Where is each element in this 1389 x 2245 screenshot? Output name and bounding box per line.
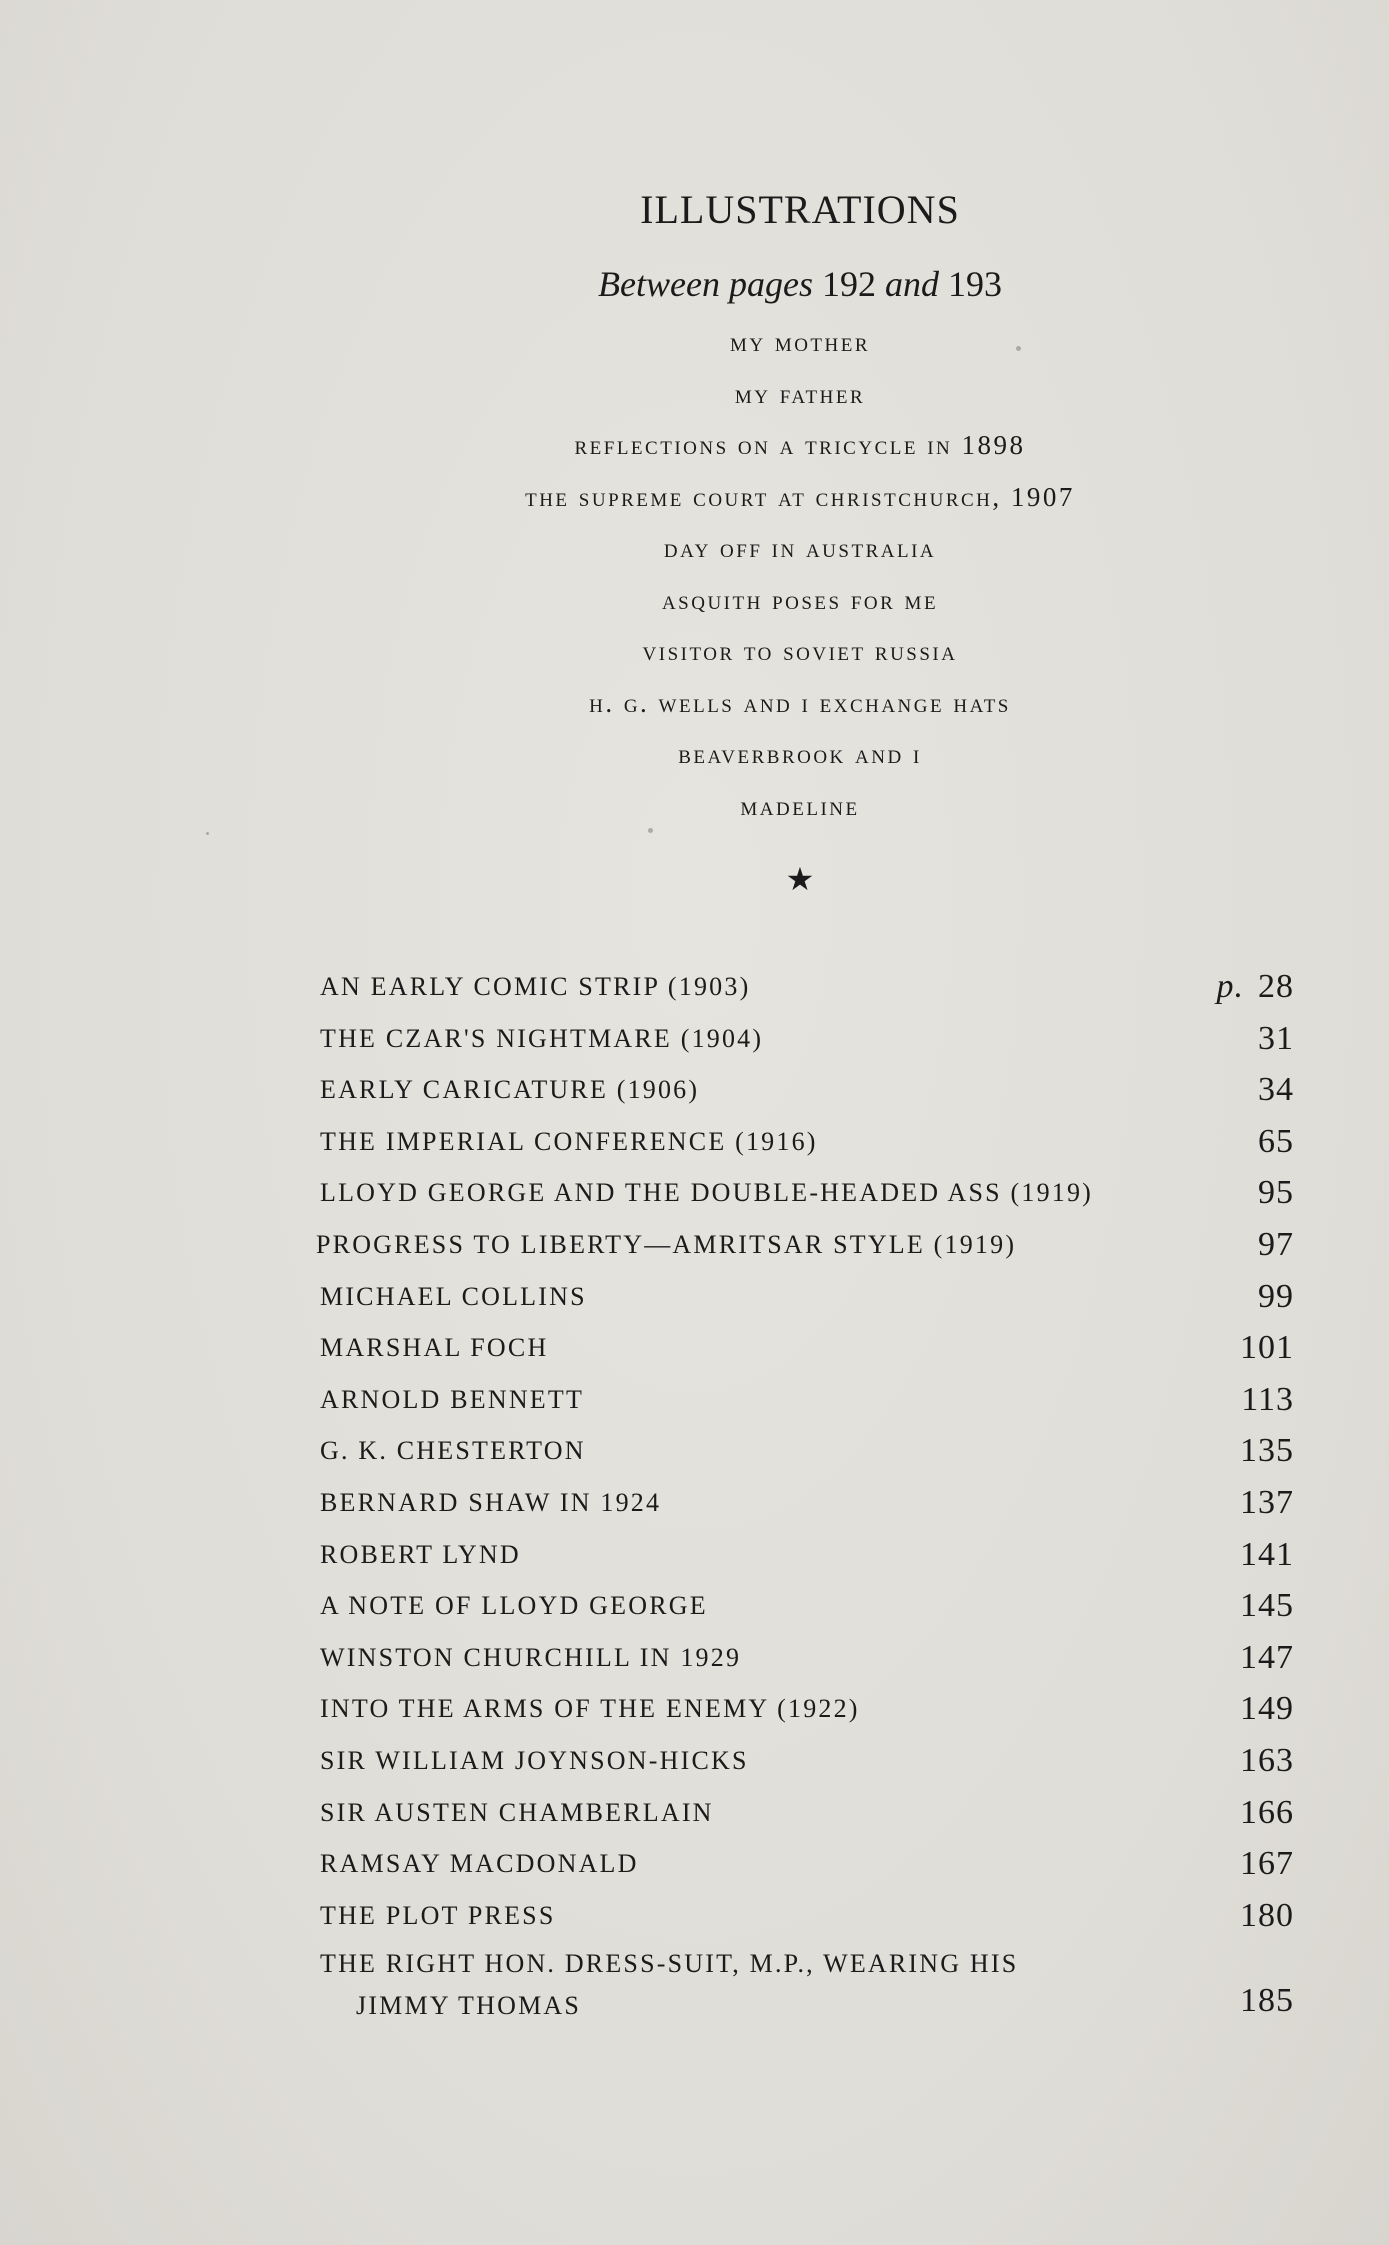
list-item: [318, 1892, 1294, 1944]
plate-item: h. g. wells and i exchange hats: [589, 687, 1011, 718]
illustration-title: INTO THE ARMS OF THE ENEMY (1922): [320, 1694, 860, 1724]
list-item: [318, 1789, 1294, 1841]
illustration-title: A NOTE OF LLOYD GEORGE: [320, 1591, 708, 1621]
page-number: 166: [1240, 1793, 1294, 1831]
list-item: [318, 1066, 1294, 1118]
page-number: 135: [1240, 1432, 1294, 1470]
page-number: 141: [1240, 1535, 1294, 1573]
list-item: [318, 1582, 1294, 1634]
plate-item: reflections on a tricycle in 1898: [574, 430, 1026, 460]
page-number: 31: [1258, 1019, 1294, 1057]
illustration-title: LLOYD GEORGE AND THE DOUBLE-HEADED ASS (1919): [320, 1178, 1094, 1208]
illustration-title: RAMSAY MACDONALD: [320, 1849, 639, 1879]
between-pages-label: Between pages: [598, 264, 813, 304]
illustration-title: AN EARLY COMIC STRIP (1903): [320, 972, 751, 1001]
plates-location: [0, 263, 1389, 305]
page-b: 193: [947, 264, 1002, 304]
list-item: [318, 1943, 1294, 2033]
page-number: 149: [1240, 1690, 1294, 1728]
plate-item: visitor to soviet russia: [642, 636, 958, 666]
plate-item: madeline: [740, 790, 860, 821]
page-number: 101: [1240, 1329, 1294, 1367]
list-item: [318, 1427, 1294, 1479]
page-number: 167: [1240, 1845, 1294, 1883]
illustration-title: BERNARD SHAW IN 1924: [320, 1487, 662, 1517]
illustration-title: [320, 1943, 1190, 2027]
plate-item: my father: [734, 378, 866, 409]
list-item: [318, 1531, 1294, 1583]
list-item: [318, 1015, 1294, 1067]
illustration-title: MICHAEL COLLINS: [320, 1281, 587, 1311]
list-item: [318, 1737, 1294, 1789]
page-number: 180: [1240, 1896, 1294, 1934]
illustration-title: WINSTON CHURCHILL IN 1929: [320, 1642, 742, 1672]
page-number: [1217, 963, 1295, 1011]
page-number: 137: [1240, 1483, 1294, 1521]
page-number: 185: [1240, 1982, 1294, 2020]
illustration-title: THE PLOT PRESS: [320, 1900, 556, 1930]
list-item: [318, 1840, 1294, 1892]
page-number: 147: [1240, 1638, 1294, 1676]
list-item: [318, 1221, 1294, 1273]
illustration-title: G. K. CHESTERTON: [320, 1436, 586, 1466]
illustration-list: [318, 963, 1294, 2033]
list-item: [318, 963, 1294, 1015]
star-separator-icon: ★: [785, 861, 815, 897]
page-number: 99: [1258, 1277, 1294, 1315]
plate-item: beaverbrook and i: [678, 739, 922, 769]
illustration-title: MARSHAL FOCH: [320, 1333, 549, 1363]
page-number: 65: [1258, 1122, 1294, 1160]
list-item: [318, 1118, 1294, 1170]
title-line-1: THE RIGHT HON. DRESS-SUIT, M.P., WEARING HIS: [320, 1949, 1019, 1979]
page-number: 95: [1258, 1174, 1294, 1212]
page-value: 28: [1258, 968, 1294, 1005]
list-item: [318, 1685, 1294, 1737]
page-prefix: p.: [1216, 968, 1244, 1005]
plate-item: day off in australia: [663, 533, 937, 563]
illustration-title: PROGRESS TO LIBERTY—AMRITSAR STYLE (1919): [316, 1229, 1017, 1259]
illustration-title: SIR WILLIAM JOYNSON-HICKS: [320, 1745, 749, 1775]
page-number: 34: [1258, 1071, 1294, 1109]
plate-list: [0, 321, 1389, 836]
list-item: [318, 1376, 1294, 1428]
list-item: [318, 1479, 1294, 1531]
illustration-title: ARNOLD BENNETT: [320, 1384, 585, 1414]
list-item: [318, 1169, 1294, 1221]
page-number: 145: [1240, 1587, 1294, 1625]
page-title: ILLUSTRATIONS: [640, 187, 960, 232]
illustration-title: ROBERT LYND: [320, 1539, 521, 1569]
illustration-title: THE CZAR'S NIGHTMARE (1904): [320, 1023, 764, 1053]
illustration-title: SIR AUSTEN CHAMBERLAIN: [320, 1797, 714, 1827]
page-a: 192: [821, 264, 876, 304]
list-item: [318, 1324, 1294, 1376]
page-number: 163: [1240, 1741, 1294, 1779]
plate-item: asquith poses for me: [661, 584, 939, 615]
and-label: and: [884, 264, 939, 304]
title-line-2: JIMMY THOMAS: [356, 1991, 582, 2021]
page-number: 113: [1241, 1380, 1294, 1418]
illustration-title: EARLY CARICATURE (1906): [320, 1075, 700, 1105]
list-item: [318, 1273, 1294, 1325]
list-item: [318, 1634, 1294, 1686]
illustration-title: THE IMPERIAL CONFERENCE (1916): [320, 1126, 818, 1156]
plate-item: my mother: [729, 327, 871, 357]
page-number: 97: [1258, 1225, 1294, 1263]
plate-item: the supreme court at christchurch, 1907: [525, 481, 1075, 512]
